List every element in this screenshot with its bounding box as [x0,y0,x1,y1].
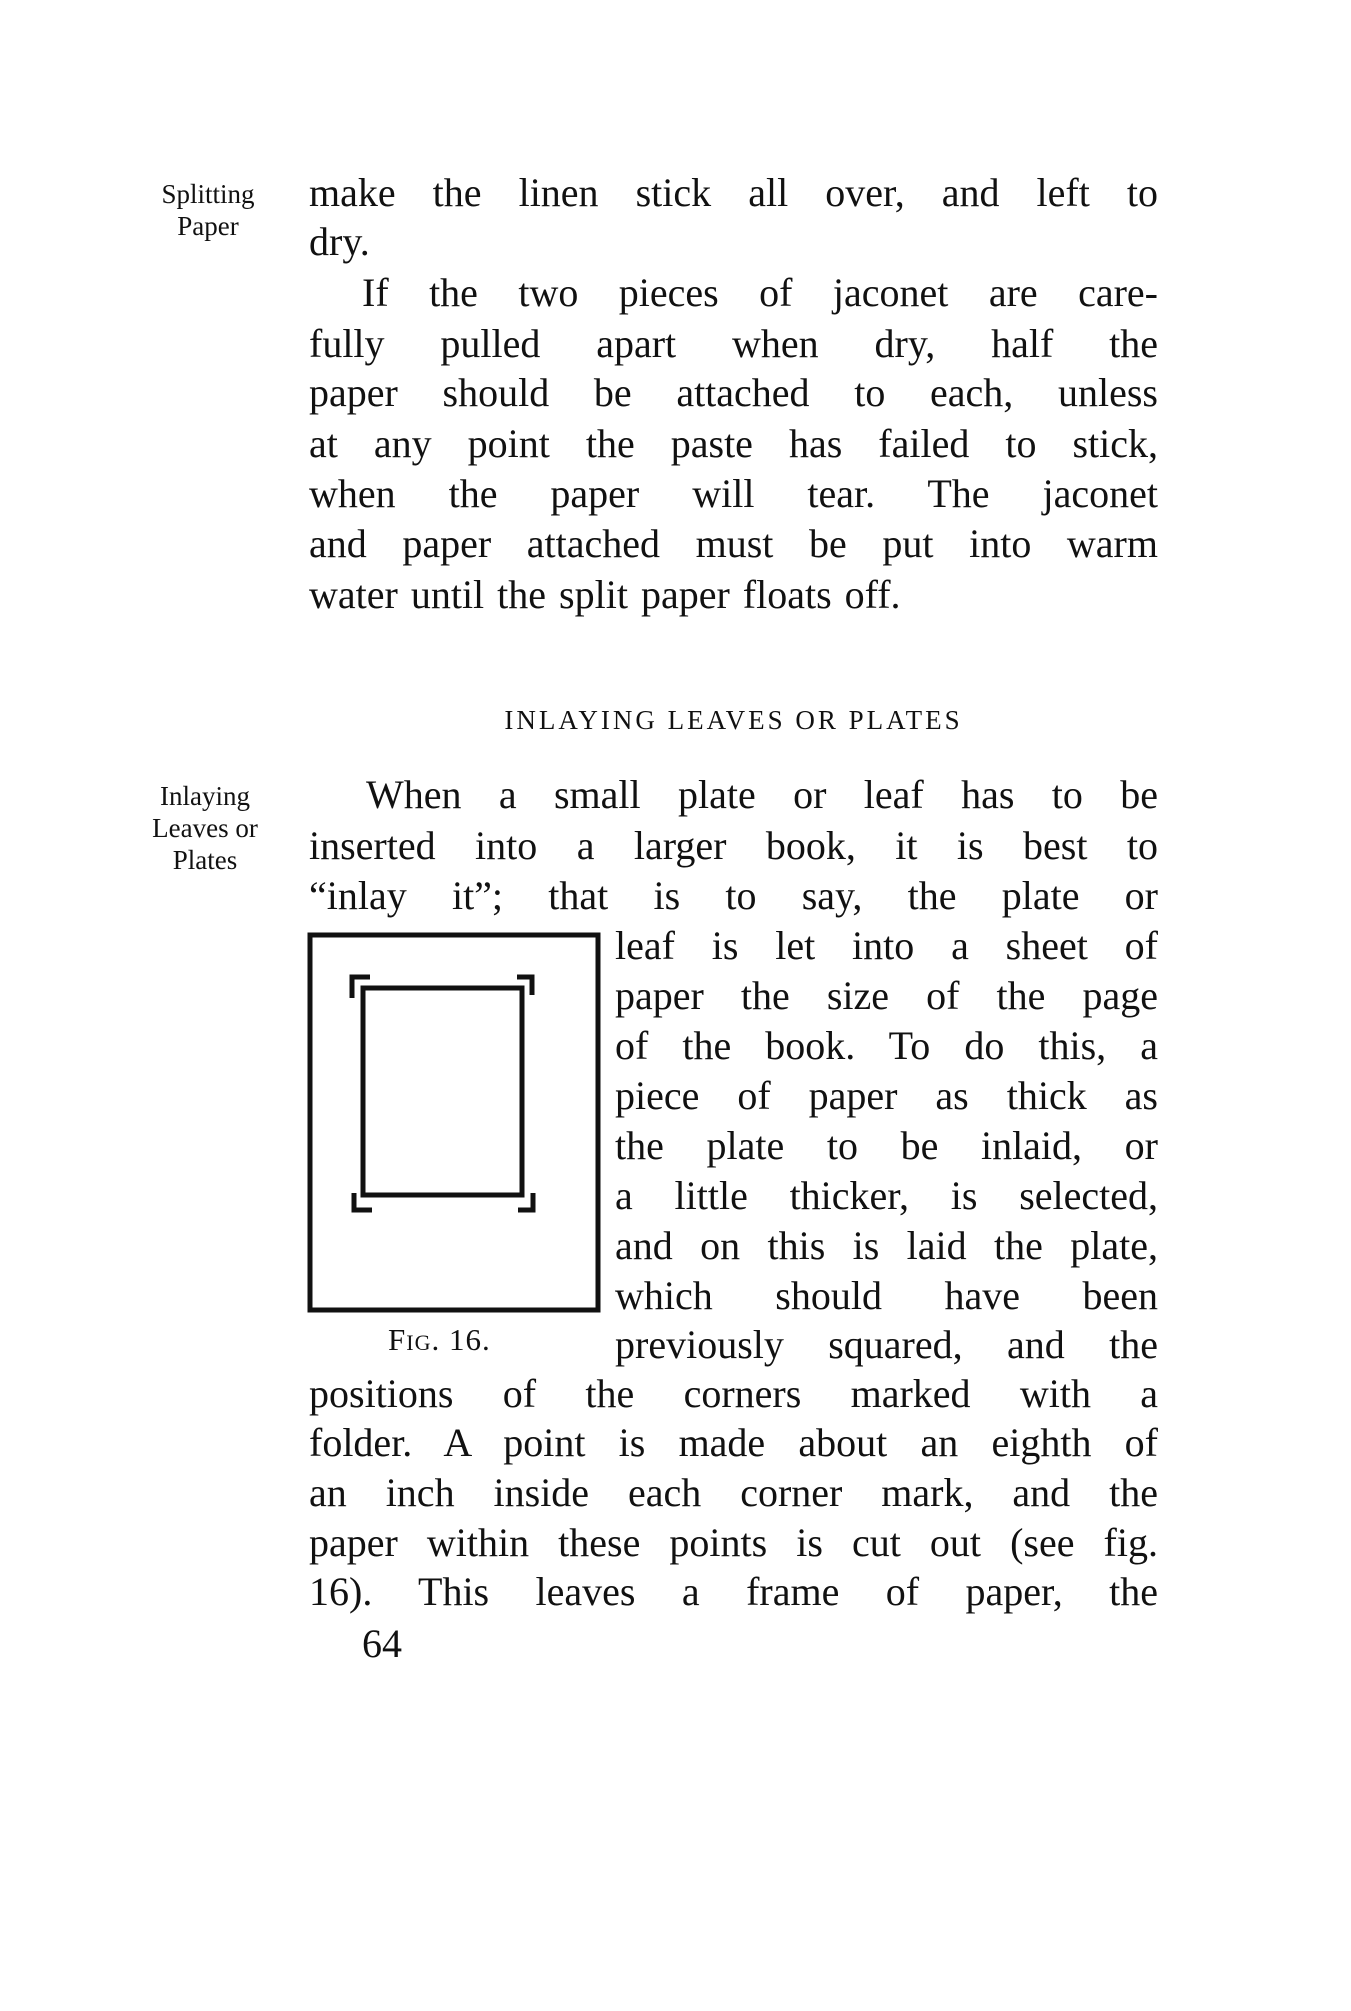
margin-note-splitting-paper [138,178,278,242]
page-number: 64 [362,1621,402,1666]
text-line: positions of the corners marked with a [309,1371,1158,1416]
text-line: inserted into a larger book, it is best to [309,823,1158,868]
text-line: and on this is laid the plate, [615,1223,1158,1268]
text-line: When a small plate or leaf has to be [366,772,1158,817]
text-line: and paper attached must be put into warm [309,521,1158,566]
margin-note-line: Splitting [161,179,255,209]
margin-note-line: Leaves or [152,813,258,843]
text-line: folder. A point is made about an eighth of [309,1420,1158,1465]
margin-note-line: Paper [177,211,239,241]
margin-note-line: Plates [172,845,238,875]
text-line: when the paper will tear. The jaconet [309,471,1158,516]
figure-caption: Fig. 16. [388,1322,491,1357]
text-line: paper within these points is cut out (see fig. [309,1520,1158,1565]
text-line: paper should be attached to each, unless [309,370,1158,415]
text-line: at any point the paste has failed to stick, [309,421,1158,466]
section-heading: INLAYING LEAVES OR PLATES [504,705,963,735]
text-line: leaf is let into a sheet of [615,923,1158,968]
text-line: fully pulled apart when dry, half the [309,321,1158,366]
text-line: piece of paper as thick as [615,1073,1158,1118]
text-line: of the book. To do this, a [615,1023,1158,1068]
margin-note-inlaying [135,780,275,876]
text-line: previously squared, and the [615,1322,1158,1367]
text-line: paper the size of the page [615,973,1158,1018]
text-line: the plate to be inlaid, or [615,1123,1158,1168]
text-line: “inlay it”; that is to say, the plate or [309,873,1158,918]
text-line: water until the split paper floats off. [309,572,901,617]
text-line: 16). This leaves a frame of paper, the [309,1569,1158,1614]
text-line: make the linen stick all over, and left to [309,170,1158,215]
text-line: dry. [309,219,370,264]
text-line: an inch inside each corner mark, and the [309,1470,1158,1515]
text-line: which should have been [615,1273,1158,1318]
text-line: a little thicker, is selected, [615,1173,1158,1218]
text-line: If the two pieces of jaconet are care- [362,270,1158,315]
margin-note-line: Inlaying [160,781,250,811]
inner-plate-rect [363,988,522,1195]
figure-16-inlay-diagram [300,925,610,1325]
